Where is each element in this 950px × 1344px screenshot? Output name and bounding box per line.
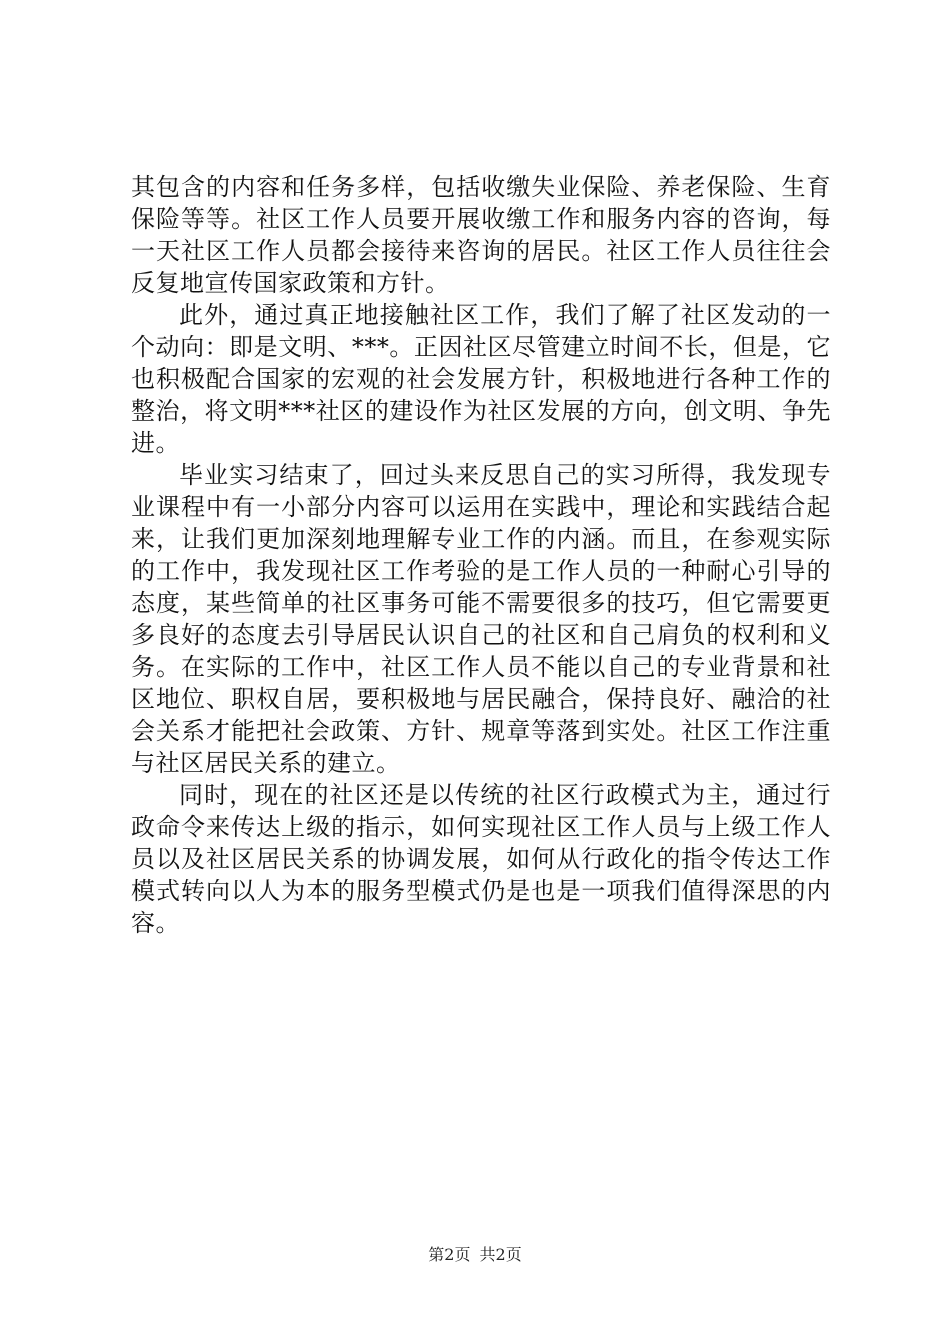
paragraph-continuation: 其包含的内容和任务多样，包括收缴失业保险、养老保险、生育保险等等。社区工作人员要开展收缴工作和服务内容的咨询，每一天社区工作人员都会接待来咨询的居民。社区工作人员往往会反复地宣传国家政策和方针。 — [131, 173, 831, 297]
page-total: 共2页 — [479, 1245, 522, 1264]
page-number: 第2页 — [428, 1245, 471, 1264]
document-body — [131, 171, 831, 939]
paragraph-community-trend: 此外，通过真正地接触社区工作，我们了解了社区发动的一个动向：即是文明、***。正因社区尽管建立时间不长，但是，它也积极配合国家的宏观的社会发展方针，积极地进行各种工作的整治，将文明***社区的建设作为社区发展的方向，创文明、争先进。 — [131, 301, 831, 457]
page-footer — [0, 1245, 950, 1265]
paragraph-internship-reflection: 毕业实习结束了，回过头来反思自己的实习所得，我发现专业课程中有一小部分内容可以运用在实践中，理论和实践结合起来，让我们更加深刻地理解专业工作的内涵。而且，在参观实际的工作中，我发现社区工作考验的是工作人员的一种耐心引导的态度，某些简单的社区事务可能不需要很多的技巧，但它需要更多良好的态度去引导居民认识自己的社区和自己肩负的权利和义务。在实际的工作中，社区工作人员不能以自己的专业背景和社区地位、职权自居，要积极地与居民融合，保持良好、融洽的社会关系才能把社会政策、方针、规章等落到实处。社区工作注重与社区居民关系的建立。 — [131, 461, 831, 777]
paragraph-administrative-model: 同时，现在的社区还是以传统的社区行政模式为主，通过行政命令来传达上级的指示，如何实现社区工作人员与上级工作人员以及社区居民关系的协调发展，如何从行政化的指令传达工作模式转向以人为本的服务型模式仍是也是一项我们值得深思的内容。 — [131, 781, 831, 937]
